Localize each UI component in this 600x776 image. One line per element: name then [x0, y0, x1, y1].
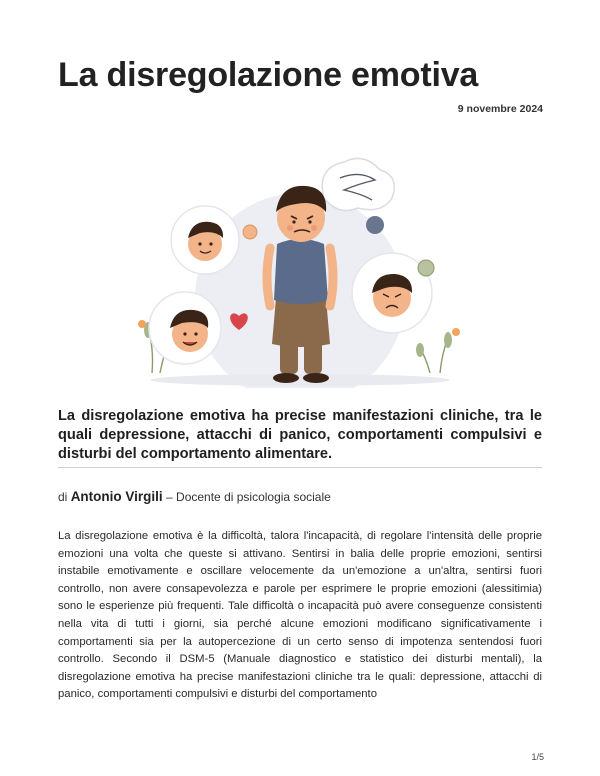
article-lead: La disregolazione emotiva ha precise manifestazioni cliniche, tra le quali depressione, attacchi di panico, comportamenti compulsivi e disturbi del comportamento alimentare. — [58, 408, 542, 462]
flower-icon — [452, 328, 460, 336]
divider — [58, 467, 542, 468]
angry-face-bubble — [352, 253, 434, 333]
article-date: 9 novembre 2024 — [457, 103, 543, 115]
ground-shadow — [150, 374, 450, 386]
page-number: 1/5 — [531, 752, 544, 762]
author-prefix: di — [58, 490, 68, 504]
author-name[interactable]: Antonio Virgili — [70, 489, 163, 504]
dizzy-face-icon — [366, 216, 384, 234]
article-body: La disregolazione emotiva è la difficoltà, talora l'incapacità, di regolare l'intensità delle proprie emozioni una volta che queste si attivano. Sentirsi in balia delle proprie emozioni, sentirsi instabile emotivamente e oscillare velocemente da un'emozione a un'altra, sentirsi fuori controllo, non avere consapevolezza e parole per esprimere le proprie emozioni (alessitimia) sono le esperienze più frequenti. Tale difficoltà o incapacità può avere conseguenze consistenti nella vita di tutti i giorni, sia perché alcune emozioni modificano significativamente i comportamenti sia per la autopercezione di un certo senso di impotenza sentendosi fuori controllo. Secondo il DSM-5 (Manuale diagnostico e statistico dei disturbi mentali), la disregolazione emotiva ha precise manifestazioni cliniche tra le quali: depressione, attacchi di panico, comportamenti compulsivi e disturbi del comportamento — [58, 530, 542, 701]
smiley-icon — [243, 225, 257, 239]
article-illustration — [130, 148, 470, 388]
sad-icon — [418, 260, 434, 276]
author-role: – Docente di psicologia sociale — [166, 490, 331, 504]
article-title: La disregolazione emotiva — [58, 56, 479, 94]
smiling-face-bubble — [149, 292, 221, 364]
author-byline — [58, 489, 331, 504]
flower-icon — [138, 320, 146, 328]
